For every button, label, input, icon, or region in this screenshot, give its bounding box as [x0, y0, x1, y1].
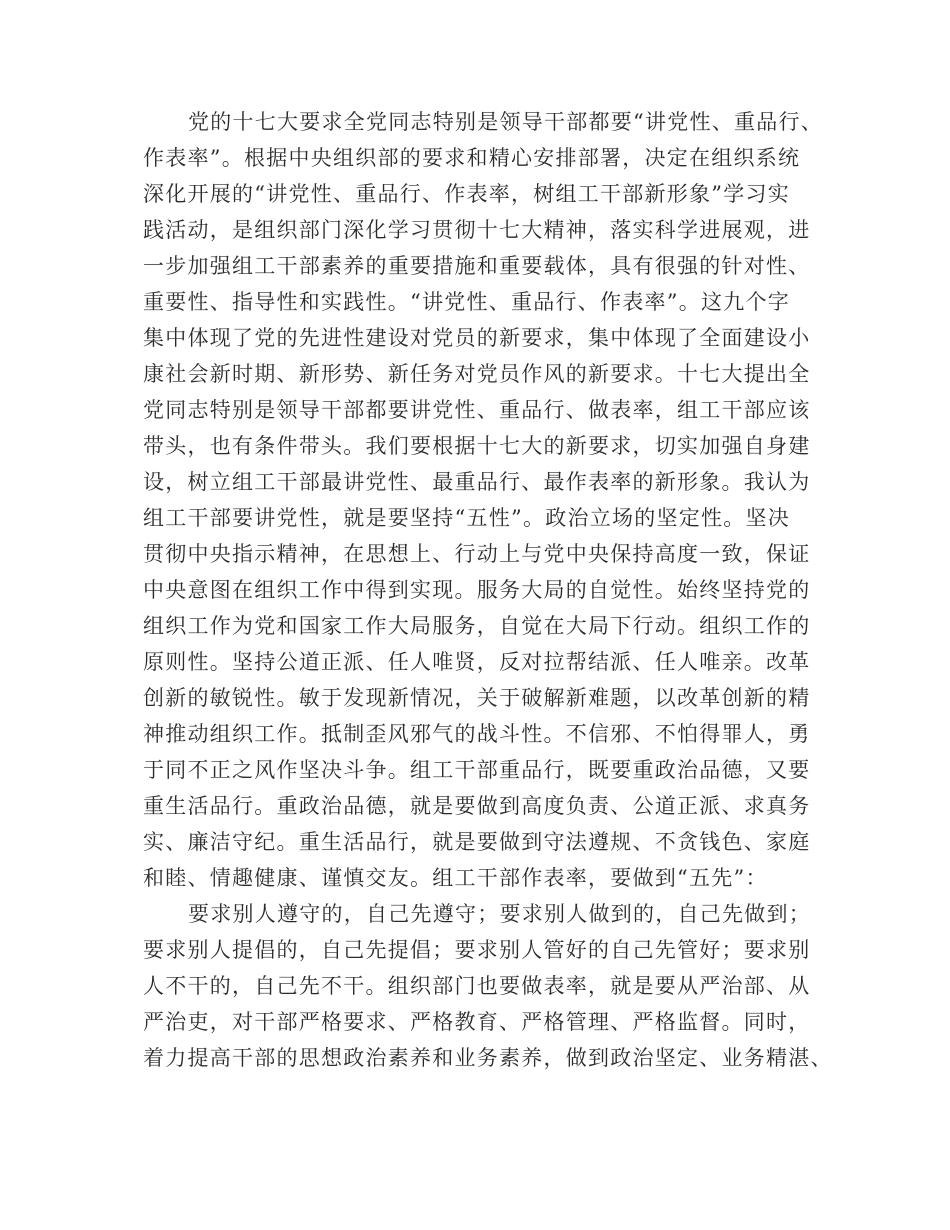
text-line: 一步加强组工干部素养的重要措施和重要载体，具有很强的针对性、 [143, 254, 811, 278]
text-line: 人不干的，自己先不干。组织部门也要做表率，就是要从严治部、从 [143, 974, 811, 998]
text-line: 和睦、情趣健康、谨慎交友。组工干部作表率，要做到“五先”： [143, 866, 768, 890]
text-line: 着力提高干部的思想政治素养和业务素养，做到政治坚定、业务精湛、 [143, 1046, 833, 1070]
text-line: 带头，也有条件带头。我们要根据十七大的新要求，切实加强自身建 [143, 434, 811, 458]
text-line: 实、廉洁守纪。重生活品行，就是要做到守法遵规、不贪钱色、家庭 [143, 830, 811, 854]
text-line: 创新的敏锐性。敏于发现新情况，关于破解新难题，以改革创新的精 [143, 686, 811, 710]
text-line: 重要性、指导性和实践性。“讲党性、重品行、作表率”。这九个字 [143, 290, 790, 314]
text-line: 组工干部要讲党性，就是要坚持“五性”。政治立场的坚定性。坚决 [143, 506, 790, 530]
text-line: 要求别人提倡的，自己先提倡；要求别人管好的自己先管好；要求别 [143, 938, 811, 962]
text-line: 原则性。坚持公道正派、任人唯贤，反对拉帮结派、任人唯亲。改革 [143, 650, 811, 674]
text-line: 要求别人遵守的，自己先遵守；要求别人做到的，自己先做到； [188, 902, 811, 926]
paragraph-2 [143, 896, 833, 1076]
text-line: 神推动组织工作。抵制歪风邪气的战斗性。不信邪、不怕得罪人，勇 [143, 722, 811, 746]
text-line: 践活动，是组织部门深化学习贯彻十七大精神，落实科学进展观，进 [143, 218, 811, 242]
text-line: 集中体现了党的先进性建设对党员的新要求，集中体现了全面建设小 [143, 326, 811, 350]
body-text [143, 104, 833, 1076]
text-line: 严治吏，对干部严格要求、严格教育、严格管理、严格监督。同时， [143, 1010, 811, 1034]
text-line: 康社会新时期、新形势、新任务对党员作风的新要求。十七大提出全 [143, 362, 811, 386]
text-line: 于同不正之风作坚决斗争。组工干部重品行，既要重政治品德，又要 [143, 758, 811, 782]
text-line: 重生活品行。重政治品德，就是要做到高度负责、公道正派、求真务 [143, 794, 811, 818]
paragraph-1 [143, 104, 823, 896]
text-line: 党的十七大要求全党同志特别是领导干部都要“讲党性、重品行、 [188, 110, 823, 134]
text-line: 组织工作为党和国家工作大局服务，自觉在大局下行动。组织工作的 [143, 614, 811, 638]
text-line: 深化开展的“讲党性、重品行、作表率，树组工干部新形象”学习实 [143, 182, 790, 206]
text-line: 贯彻中央指示精神，在思想上、行动上与党中央保持高度一致，保证 [143, 542, 811, 566]
text-line: 作表率”。根据中央组织部的要求和精心安排部署，决定在组织系统 [143, 146, 801, 170]
text-line: 党同志特别是领导干部都要讲党性、重品行、做表率，组工干部应该 [143, 398, 811, 422]
text-line: 设，树立组工干部最讲党性、最重品行、最作表率的新形象。我认为 [143, 470, 811, 494]
text-line: 中央意图在组织工作中得到实现。服务大局的自觉性。始终坚持党的 [143, 578, 811, 602]
